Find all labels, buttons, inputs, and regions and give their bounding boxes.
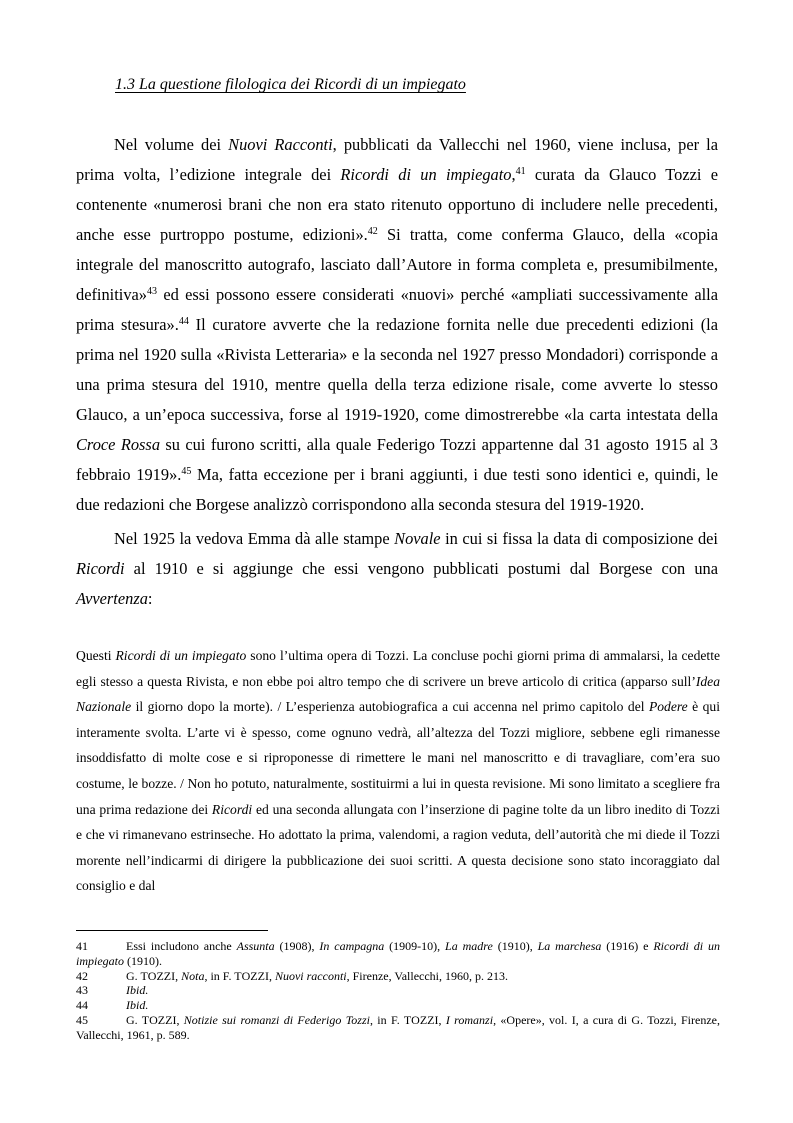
section-heading: 1.3 La questione filologica dei Ricordi di un impiegato [115, 76, 466, 93]
body-text [76, 130, 718, 614]
paragraph: Nel volume dei Nuovi Racconti, pubblicati da Vallecchi nel 1960, viene inclusa, per la prima volta, l’edizione integrale dei Ricordi di un impiegato,$^{41}$ curata da Glauco Tozzi e contenente «numerosi brani che non era stato ritenuto opportuno di includere nelle precedenti, anche esse purtroppo postume, edizioni».$^{42}$ Si tratta, come conferma Glauco, della «copia integrale del manoscritto autografo, lasciato dall’Autore in forma completa e, presumibilmente, definitiva»$^{43}$ ed essi possono essere considerati «nuovi» perché «ampliati successivamente alla prima stesura».$^{44}$ Il curatore avverte che la redazione fornita nelle due precedenti edizioni (la prima nel 1920 sulla «Rivista Letteraria» e la seconda nel 1927 presso Mondadori) corrisponde a una prima stesura del 1910, mentre quella della terza edizione risale, come avverte lo stesso Glauco, a un’epoca successiva, forse al 1919-1920, come dimostrerebbe «la carta intestata della Croce Rossa su cui furono scritti, alla quale Federigo Tozzi appartenne dal 31 agosto 1915 al 3 febbraio 1919».$^{45}$ Ma, fatta eccezione per i brani aggiunti, i due testi sono identici e, quindi, le due redazioni che Borgese analizzò corrispondono alla seconda stesura del 1919-1920. [76, 135, 719, 514]
footnote-ref: 44 [178, 316, 189, 327]
paragraph: Nel 1925 la vedova Emma dà alle stampe Novale in cui si fissa la data di composizione dei Ricordi al 1910 e si aggiunge che essi vengono pubblicati postumi dal Borgese con una Avvertenza: [76, 529, 718, 608]
footnote-ref: 43 [147, 286, 158, 297]
footnote: 45 G. TOZZI, Notizie sui romanzi di Federigo Tozzi, in F. TOZZI, I romanzi, «Opere», vol. I, a cura di G. Tozzi, Firenze, Vallecchi, 1961, p. 589. [76, 1012, 720, 1042]
footnote-ref: 42 [367, 226, 378, 237]
footnote: 41 Essi includono anche Assunta (1908), In campagna (1909-10), La madre (1910), La marchesa (1916) e Ricordi di un impiegato (1910). [76, 939, 720, 968]
footnote-separator [76, 930, 268, 931]
footnotes [76, 939, 720, 1043]
block-quote: Questi Ricordi di un impiegato sono l’ultima opera di Tozzi. La concluse pochi giorni prima di ammalarsi, la cedette egli stesso a questa Rivista, e non ebbe poi altro tempo che di scrivere un breve articolo di critica (apparso sull’Idea Nazionale il giorno dopo la morte). / L’esperienza autobiografica a cui accenna nel primo capitolo del Podere è qui interamente svolta. L’arte vi è spesso, come ognuno vedrà, all’altezza del Tozzi migliore, sebbene egli rimanesse insoddisfatto di molte cose e si riproponesse di rimettere le mani nel manoscritto e di travagliare, com’era suo costume, le bozze. / Non ho potuto, naturalmente, sostituirmi a lui in questa revisione. Mi sono limitato a scegliere fra una prima redazione dei Ricordi ed una seconda allungata con l’inserzione di pagine tolte da un libro inedito di Tozzi e che vi rimanevano estrinseche. Ho adottato la prima, valendomi, a ragion veduta, dell’autorità che mi diede il Tozzi morente nell’indicarmi di dirigere la pubblicazione dei suoi scritti. A questa decisione sono stato incoraggiato dal consiglio e dal [76, 648, 721, 894]
footnote: 42 G. TOZZI, Nota, in F. TOZZI, Nuovi racconti, Firenze, Vallecchi, 1960, p. 213. [76, 968, 509, 983]
footnote-ref: 41 [515, 166, 526, 177]
footnote-ref: 45 [181, 466, 192, 477]
footnote: 43 Ibid. [76, 983, 149, 998]
footnote: 44 Ibid. [76, 998, 149, 1013]
